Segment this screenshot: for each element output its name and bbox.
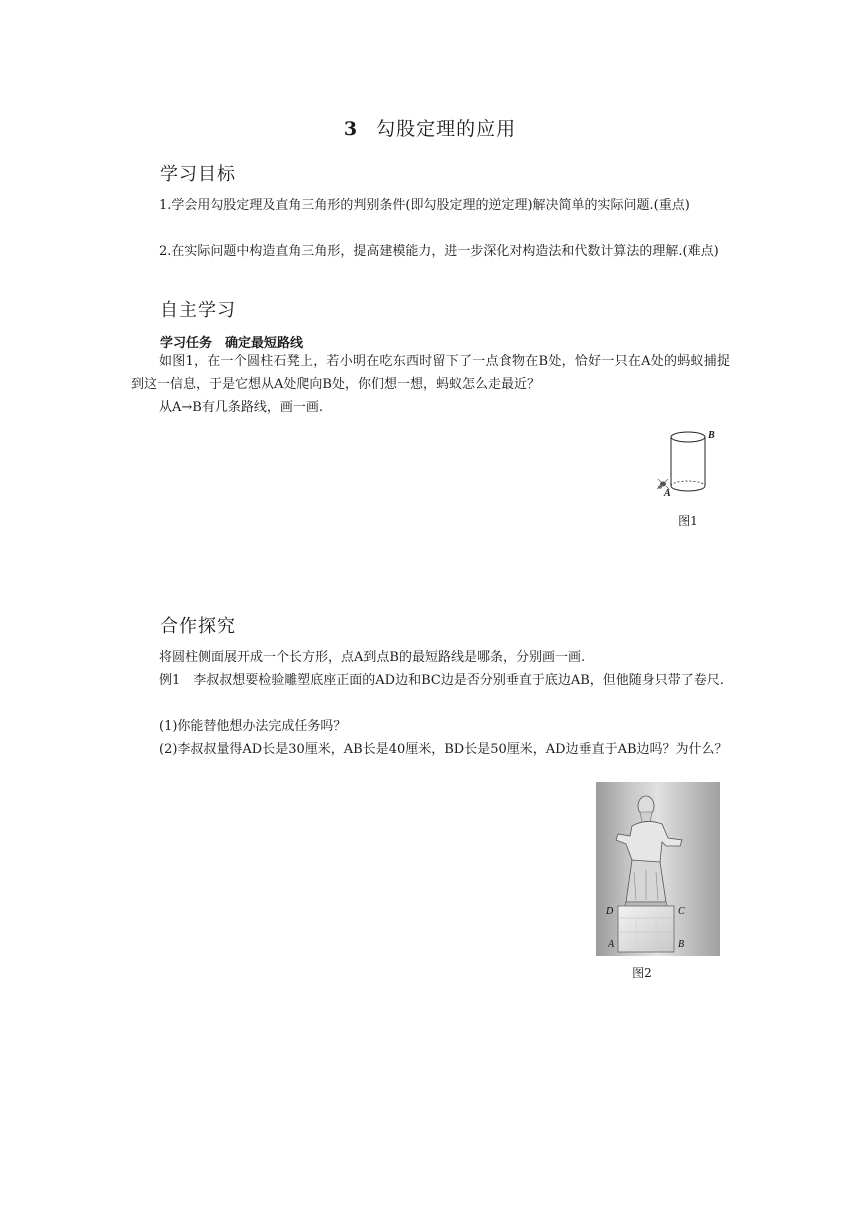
self-study-paragraph-2: 从A→B有几条路线，画一画. xyxy=(159,400,323,415)
statue-pedestal xyxy=(618,906,674,952)
cooperation-paragraph-1: 将圆柱侧面展开成一个长方形，点A到点B的最短路线是哪条，分别画一画. xyxy=(159,650,586,665)
cylinder-bottom-back xyxy=(671,481,705,486)
objective-item-2: 2.在实际问题中构造直角三角形，提高建模能力，进一步深化对构造法和代数计算法的理解.(难点) xyxy=(159,244,719,259)
example-1: 例1 李叔叔想要检验雕塑底座正面的AD边和BC边是否分别垂直于底边AB，但他随身只带了卷尺. xyxy=(159,673,724,688)
objectives-heading: 学习目标 xyxy=(160,164,236,185)
self-study-heading: 自主学习 xyxy=(160,300,236,321)
self-study-paragraph-1: 如图1，在一个圆柱石凳上，若小明在吃东西时留下了一点食物在B处，恰好一只在A处的蚂蚁捕捉到这一信息，于是它想从A处爬向B处，你们想一想，蚂蚁怎么走最近？ xyxy=(131,354,730,392)
page-title xyxy=(0,114,860,141)
figure-1-label-a: A xyxy=(664,488,671,499)
objective-item-1: 1.学会用勾股定理及直角三角形的判别条件(即勾股定理的逆定理)解决简单的实际问题.(重点) xyxy=(159,198,690,213)
figure-1-caption: 图1 xyxy=(678,514,698,528)
cylinder-top-ellipse xyxy=(671,432,705,442)
figure-2-label-c: C xyxy=(678,906,685,917)
figure-2-label-b: B xyxy=(678,939,685,950)
figure-1-label-b: B xyxy=(708,430,715,441)
section-number: 3 xyxy=(343,118,359,140)
title-text: 勾股定理的应用 xyxy=(376,118,517,140)
figure-2-label-a: A xyxy=(608,939,615,950)
figure-1-cylinder xyxy=(650,424,730,500)
cooperation-heading: 合作探究 xyxy=(160,616,236,637)
question-2: (2)李叔叔量得AD长是30厘米，AB长是40厘米，BD长是50厘米，AD边垂直于AB边吗？为什么？ xyxy=(159,742,728,757)
figure-2-statue-photo xyxy=(596,782,720,956)
figure-2-label-d: D xyxy=(606,906,614,917)
task-title: 学习任务 确定最短路线 xyxy=(160,336,304,351)
question-1: (1)你能替他想办法完成任务吗？ xyxy=(159,719,347,734)
cylinder-bottom-front xyxy=(671,486,705,491)
figure-2-caption: 图2 xyxy=(632,966,652,980)
